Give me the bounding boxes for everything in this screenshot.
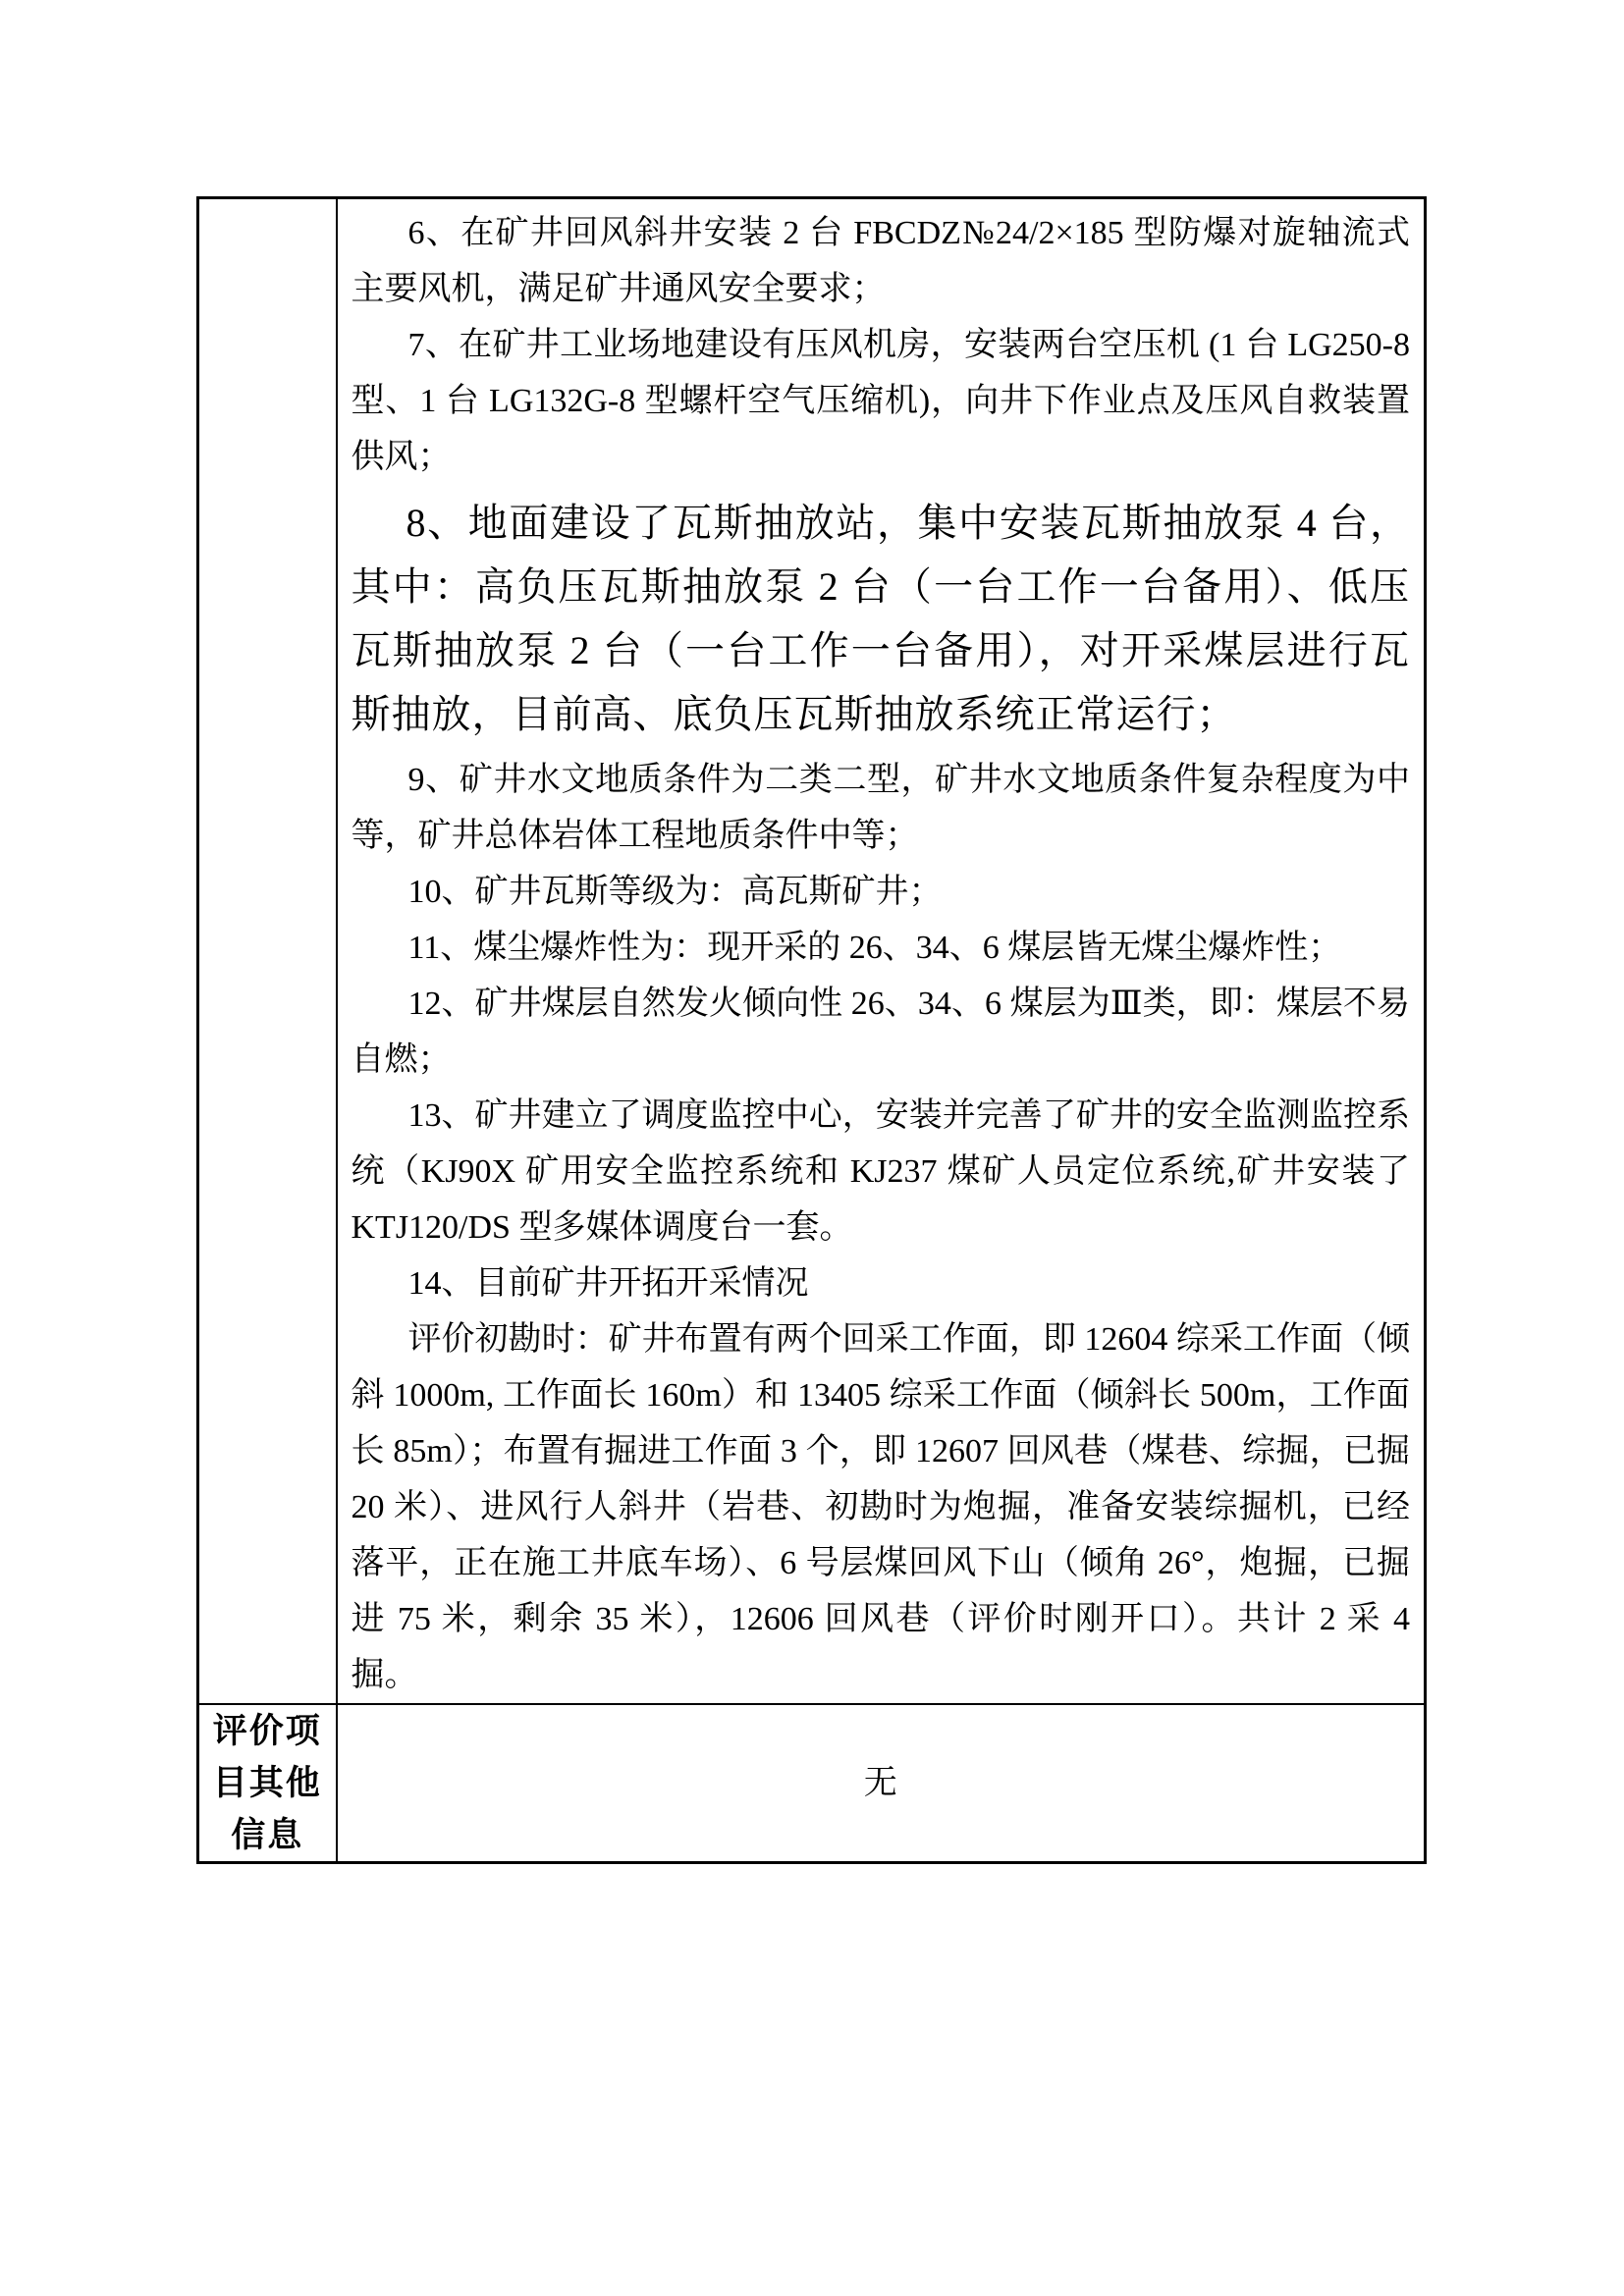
other-info-label: 评价项目其他信息 <box>198 1704 337 1863</box>
info-table <box>196 196 1427 1864</box>
paragraph-9: 9、矿井水文地质条件为二类二型，矿井水文地质条件复杂程度为中等，矿井总体岩体工程地质条件中等； <box>351 762 1410 854</box>
paragraph-7: 7、在矿井工业场地建设有压风机房，安装两台空压机 (1 台 LG250-8 型、1 台 LG132G-8 型螺杆空气压缩机)，向井下作业点及压风自救装置供风； <box>351 327 1410 475</box>
main-row <box>198 198 1426 1705</box>
paragraph-6: 6、在矿井回风斜井安装 2 台 FBCDZ№24/2×185 型防爆对旋轴流式主要风机，满足矿井通风安全要求； <box>351 215 1410 307</box>
paragraph-15-mining-status: 评价初勘时：矿井布置有两个回采工作面，即 12604 综采工作面（倾斜 1000m, 工作面长 160m）和 13405 综采工作面（倾斜长 500m，工作面长 85m）；布置有掘进工作面 3 个，即 12607 回风巷（煤巷、综掘，已掘 20 米）、进风行人斜井（岩巷、初勘时为炮掘，准备安装综掘机，已经落平，正在施工井底车场）、6 号层煤回风下山（倾角 26°，炮掘，已掘进 75 米，剩余 35 米），12606 回风巷（评价时刚开口）。共计 2 采 4 掘。 <box>351 1321 1410 1693</box>
paragraph-13: 13、矿井建立了调度监控中心，安装并完善了矿井的安全监测监控系统（KJ90X 矿用安全监控系统和 KJ237 煤矿人员定位系统,矿井安装了 KTJ120/DS 型多媒体调度台一套。 <box>351 1097 1410 1246</box>
paragraph-8: 8、地面建设了瓦斯抽放站，集中安装瓦斯抽放泵 4 台，其中：高负压瓦斯抽放泵 2 台（一台工作一台备用）、低压瓦斯抽放泵 2 台（一台工作一台备用），对开采煤层进行瓦斯抽放，目前高、底负压瓦斯抽放系统正常运行； <box>351 501 1410 736</box>
other-info-value: 无 <box>337 1704 1426 1863</box>
empty-label-cell <box>198 198 337 1705</box>
other-info-row <box>198 1704 1426 1863</box>
paragraph-11: 11、煤尘爆炸性为：现开采的 26、34、6 煤层皆无煤尘爆炸性； <box>407 930 1342 966</box>
main-content-cell <box>337 198 1426 1705</box>
paragraph-12: 12、矿井煤层自然发火倾向性 26、34、6 煤层为Ⅲ类，即：煤层不易自燃； <box>351 986 1410 1078</box>
paragraph-10: 10、矿井瓦斯等级为：高瓦斯矿井； <box>407 874 943 910</box>
paragraph-14: 14、目前矿井开拓开采情况 <box>407 1265 809 1302</box>
